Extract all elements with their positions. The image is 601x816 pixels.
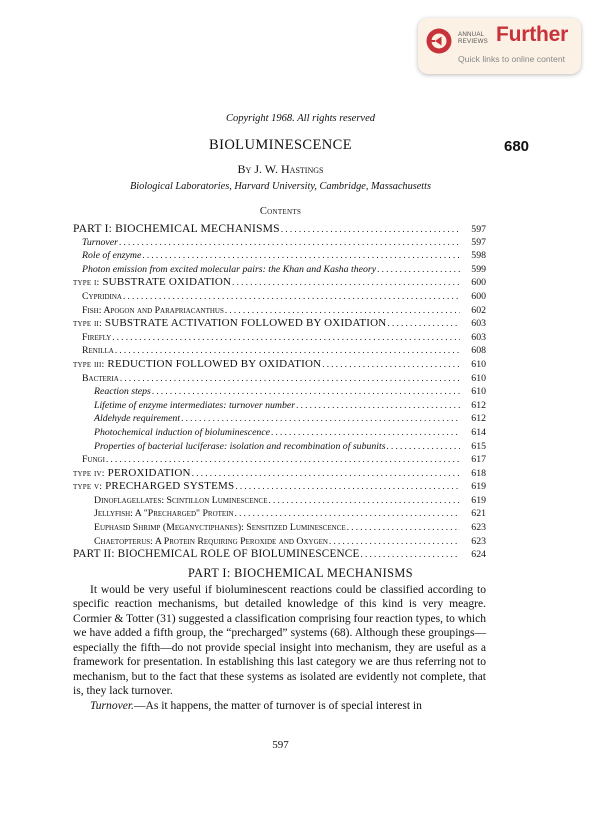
toc-entry-page: 602	[471, 304, 486, 316]
footer-page-number: 597	[272, 739, 289, 751]
toc-entry-page: 600	[471, 277, 486, 289]
badge-line1: ANNUAL	[458, 31, 485, 38]
toc-entry-type-title: PEROXIDATION	[104, 466, 191, 479]
toc-entry-page: 619	[471, 481, 486, 493]
toc-entry	[73, 453, 486, 467]
toc-leader-dots	[234, 507, 460, 521]
toc-entry-page: 610	[471, 372, 486, 384]
toc-leader-dots	[105, 453, 460, 467]
toc-entry-page: 597	[471, 224, 486, 235]
toc-entry-type-prefix: type iii:	[73, 358, 105, 370]
toc-entry	[73, 440, 486, 454]
toc-entry	[73, 222, 486, 236]
toc-entry-page: 598	[471, 250, 486, 262]
toc-entry-page: 610	[471, 386, 486, 398]
table-of-contents	[73, 222, 486, 562]
toc-entry-page: 617	[471, 454, 486, 466]
toc-entry-type-title: SUBSTRATE ACTIVATION FOLLOWED BY OXIDATION	[101, 317, 387, 330]
toc-leader-dots	[118, 236, 460, 250]
further-badge[interactable]	[418, 18, 581, 74]
toc-entry	[73, 385, 486, 399]
toc-entry-page: 623	[471, 522, 486, 534]
toc-entry-label: Photon emission from excited molecular pairs: the Khan and Kasha theory	[82, 263, 377, 275]
toc-entry-label: Properties of bacterial luciferase: isolation and recombination of subunits	[94, 440, 386, 452]
toc-entry	[73, 304, 486, 318]
toc-entry	[73, 426, 486, 440]
toc-entry-label: Dinoflagellates: Scintillon Luminescence	[94, 494, 268, 506]
toc-entry-label: Euphasid Shrimp (Meganyctiphanes): Sensitized Luminescence	[94, 522, 346, 534]
badge-line2: REVIEWS	[458, 37, 488, 45]
toc-entry-label: Bacteria	[82, 372, 119, 384]
paragraph-2-runin: Turnover.	[90, 699, 134, 712]
toc-entry-page: 612	[471, 399, 486, 411]
toc-entry-page: 608	[471, 345, 486, 357]
toc-entry-label: PART I: BIOCHEMICAL MECHANISMS	[73, 222, 280, 235]
toc-entry	[73, 507, 486, 521]
paragraph-2	[73, 699, 486, 713]
toc-entry-label: Chaetopterus: A Protein Requiring Peroxide and Oxygen	[94, 535, 328, 547]
toc-entry-label: Role of enzyme	[82, 250, 142, 262]
section-heading: PART I: BIOCHEMICAL MECHANISMS	[187, 566, 413, 580]
toc-entry-type-title: REDUCTION FOLLOWED BY OXIDATION	[104, 357, 322, 370]
toc-entry-page: 621	[471, 508, 486, 520]
toc-leader-dots	[234, 480, 460, 494]
toc-leader-dots	[224, 304, 460, 318]
annual-reviews-wordmark	[458, 32, 488, 45]
toc-entry	[73, 331, 486, 345]
toc-leader-dots	[280, 223, 460, 237]
toc-entry-page: 612	[471, 413, 486, 425]
toc-entry-label	[73, 358, 321, 372]
toc-leader-dots	[295, 399, 460, 413]
toc-leader-dots	[180, 412, 460, 426]
paragraph-1: It would be very useful if bioluminescent reactions could be classified according to specific reaction mechanisms, but detailed knowledge of this kind is very meagre. Cormier & Totter (31) suggested a classification comprising four reaction types, to which we have added a fifth group, the “precharged” systems (68). Although these groupings—especially the fifth—do not provide special insight into mechanism, they are useful as a framework for presentation. In establishing this last category we are thus referring not to mechanism, but to the fact that these systems as isolated are evidently not complete, that is, they lack turnover.	[73, 584, 486, 698]
toc-leader-dots	[321, 358, 460, 372]
toc-entry-page: 618	[471, 467, 486, 479]
toc-entry-page: 600	[471, 290, 486, 302]
toc-leader-dots	[151, 385, 460, 399]
toc-entry-type-title: SUBSTRATE OXIDATION	[99, 276, 232, 289]
toc-entry-label: Jellyfish: A "Precharged" Protein	[94, 508, 234, 520]
toc-entry	[73, 372, 486, 386]
toc-leader-dots	[270, 426, 460, 440]
toc-entry	[73, 548, 486, 562]
toc-entry-page: 603	[471, 331, 486, 343]
toc-entry-label: Fungi	[82, 454, 105, 466]
contents-heading: Contents	[259, 206, 302, 217]
toc-entry	[73, 535, 486, 549]
further-brand: Further	[496, 23, 569, 46]
toc-entry-page: 599	[471, 263, 486, 275]
toc-entry	[73, 521, 486, 535]
toc-entry	[73, 290, 486, 304]
toc-leader-dots	[386, 317, 460, 331]
toc-entry	[73, 236, 486, 250]
toc-entry-label	[73, 467, 191, 481]
affiliation: Biological Laboratories, Harvard University, Cambridge, Massachusetts	[129, 181, 432, 192]
toc-entry-page: 623	[471, 535, 486, 547]
toc-leader-dots	[191, 467, 460, 481]
toc-entry-page: 624	[471, 549, 486, 561]
copyright-line: Copyright 1968. All rights reserved	[225, 113, 376, 124]
further-subtitle: Quick links to online content	[458, 54, 566, 64]
body-text	[73, 583, 486, 713]
toc-leader-dots	[328, 535, 460, 549]
toc-entry-label: Turnover	[82, 236, 118, 248]
toc-entry	[73, 467, 486, 481]
toc-entry-type-prefix: type iv:	[73, 467, 105, 479]
toc-entry-page: 610	[471, 358, 486, 370]
toc-entry-label: Reaction steps	[94, 386, 151, 398]
toc-entry-type-prefix: type i:	[73, 277, 100, 289]
toc-entry	[73, 494, 486, 508]
toc-entry	[73, 317, 486, 331]
toc-leader-dots	[119, 372, 460, 386]
toc-entry-page: 615	[471, 440, 486, 452]
toc-entry	[73, 344, 486, 358]
toc-leader-dots	[122, 290, 460, 304]
toc-entry-label: PART II: BIOCHEMICAL ROLE OF BIOLUMINESCENCE	[73, 548, 360, 561]
toc-entry-label	[73, 317, 386, 331]
toc-entry	[73, 399, 486, 413]
toc-entry	[73, 249, 486, 263]
toc-leader-dots	[111, 331, 460, 345]
toc-entry-label	[73, 276, 231, 290]
toc-entry-label	[73, 480, 234, 494]
toc-entry-label: Photochemical induction of bioluminescence	[94, 426, 271, 438]
toc-leader-dots	[141, 249, 460, 263]
toc-leader-dots	[231, 276, 460, 290]
toc-entry-page: 603	[471, 318, 486, 330]
toc-entry	[73, 358, 486, 372]
toc-entry-label: Fish: Apogon and Parapriacanthus	[82, 304, 224, 316]
toc-entry-label: Aldehyde requirement	[94, 413, 181, 425]
toc-entry-label: Firefly	[82, 331, 112, 343]
toc-entry-type-title: PRECHARGED SYSTEMS	[102, 480, 235, 493]
toc-entry	[73, 276, 486, 290]
toc-entry-type-prefix: type ii:	[73, 318, 102, 330]
toc-leader-dots	[114, 344, 460, 358]
paragraph-2-text: —As it happens, the matter of turnover is of special interest in	[133, 699, 422, 712]
toc-leader-dots	[376, 263, 460, 277]
toc-leader-dots	[359, 548, 460, 562]
bold-page-number: 680	[504, 138, 530, 155]
toc-entry-label: Renilla	[82, 345, 114, 357]
toc-entry-type-prefix: type v:	[73, 481, 103, 493]
toc-entry-page: 614	[471, 426, 486, 438]
toc-entry	[73, 263, 486, 277]
toc-entry-page: 597	[471, 236, 486, 248]
toc-leader-dots	[346, 521, 460, 535]
toc-entry-label: Cypridina	[82, 290, 122, 302]
article-title: BIOLUMINESCENCE	[209, 137, 352, 153]
byline: By J. W. Hastings	[237, 162, 324, 176]
toc-entry	[73, 412, 486, 426]
annual-reviews-logo-icon	[426, 28, 452, 54]
toc-entry-label: Lifetime of enzyme intermediates: turnover number	[94, 399, 296, 411]
toc-entry-page: 619	[471, 494, 486, 506]
toc-leader-dots	[386, 440, 460, 454]
toc-leader-dots	[268, 494, 460, 508]
toc-entry	[73, 480, 486, 494]
